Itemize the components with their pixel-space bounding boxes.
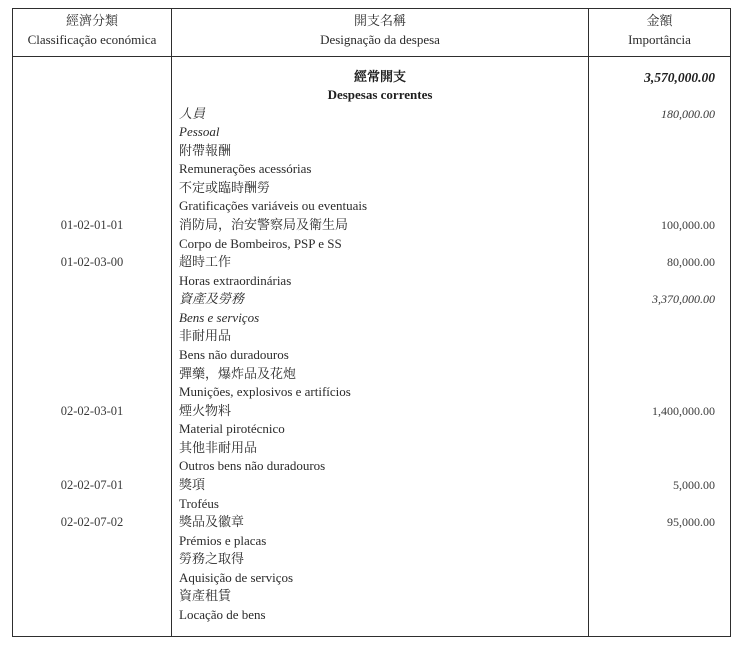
- classification-code: 02-02-03-01: [60, 403, 124, 418]
- designation-zh: 獎品及徽章: [179, 514, 245, 530]
- budget-table: [12, 8, 731, 637]
- designation-zh: 勞務之取得: [179, 551, 245, 567]
- designation-zh: 人員: [179, 105, 206, 121]
- designation-pt: Gratificações variáveis ou eventuais: [179, 198, 368, 214]
- designation-pt: Prémios e placas: [179, 532, 267, 548]
- designation-zh: 彈藥，爆炸品及花炮: [179, 365, 297, 381]
- budget-row: [13, 587, 730, 624]
- designation-pt: Corpo de Bombeiros, PSP e SS: [179, 235, 342, 251]
- budget-row: [13, 365, 730, 402]
- designation-zh: 獎項: [179, 477, 206, 493]
- designation-pt: Pessoal: [179, 124, 220, 140]
- classification-code: 02-02-07-02: [60, 515, 124, 530]
- designation-pt: Horas extraordinárias: [179, 272, 292, 288]
- header-amount-zh: 金額: [646, 13, 673, 28]
- budget-row: [13, 253, 730, 290]
- designation-pt: Outros bens não duradouros: [179, 458, 326, 474]
- table-body: [13, 57, 730, 625]
- amount-value: 3,370,000.00: [652, 292, 715, 307]
- amount-value: 95,000.00: [667, 515, 715, 530]
- amount-value: 1,400,000.00: [652, 403, 715, 418]
- designation-pt: Aquisição de serviços: [179, 569, 294, 585]
- amount-value: 100,000.00: [661, 218, 715, 233]
- designation-pt: Troféus: [179, 495, 219, 511]
- designation-pt: Despesas correntes: [327, 87, 433, 102]
- designation-zh: 非耐用品: [179, 328, 232, 344]
- budget-row: [13, 513, 730, 550]
- designation-zh: 煙火物料: [179, 402, 232, 418]
- header-designation-zh: 開支名稱: [353, 13, 406, 28]
- budget-row: [13, 476, 730, 513]
- designation-zh: 其他非耐用品: [179, 439, 258, 455]
- budget-row: [13, 439, 730, 476]
- header-classification-zh: 經濟分類: [65, 13, 118, 28]
- classification-code: 01-02-03-00: [60, 255, 124, 270]
- amount-value: 3,570,000.00: [644, 69, 715, 85]
- header-designation-pt: Designação da despesa: [320, 32, 440, 47]
- designation-zh: 資產租賃: [179, 588, 232, 604]
- header-designation: [172, 9, 588, 49]
- amount-value: 5,000.00: [673, 478, 715, 493]
- budget-row: [13, 179, 730, 216]
- budget-row: [13, 105, 730, 142]
- header-classification-pt: Classificação económica: [27, 32, 157, 47]
- amount-value: 180,000.00: [661, 106, 715, 121]
- designation-pt: Munições, explosivos e artifícios: [179, 384, 351, 400]
- designation-pt: Remunerações acessórias: [179, 161, 312, 177]
- designation-zh: 消防局，治安警察局及衛生局: [179, 217, 349, 233]
- designation-zh: 資產及勞務: [179, 291, 245, 307]
- header-amount-pt: Importância: [628, 32, 691, 47]
- budget-row: [13, 327, 730, 364]
- designation-pt: Material pirotécnico: [179, 421, 285, 437]
- classification-code: 02-02-07-01: [60, 478, 124, 493]
- classification-code: 01-02-01-01: [60, 218, 124, 233]
- budget-row: [13, 216, 730, 253]
- budget-row: [13, 68, 730, 105]
- designation-pt: Locação de bens: [179, 606, 266, 622]
- budget-row: [13, 402, 730, 439]
- amount-value: 80,000.00: [667, 255, 715, 270]
- designation-pt: Bens não duradouros: [179, 346, 289, 362]
- header-classification: [13, 9, 171, 49]
- budget-row: [13, 290, 730, 327]
- table-header: [13, 9, 730, 56]
- designation-zh: 超時工作: [179, 254, 232, 270]
- designation-zh: 附帶報酬: [179, 142, 232, 158]
- budget-row: [13, 142, 730, 179]
- header-amount: [589, 9, 730, 49]
- designation-pt: Bens e serviços: [179, 309, 260, 325]
- designation-zh: 不定或臨時酬勞: [179, 179, 271, 195]
- designation-zh: 經常開支: [353, 68, 406, 84]
- budget-row: [13, 550, 730, 587]
